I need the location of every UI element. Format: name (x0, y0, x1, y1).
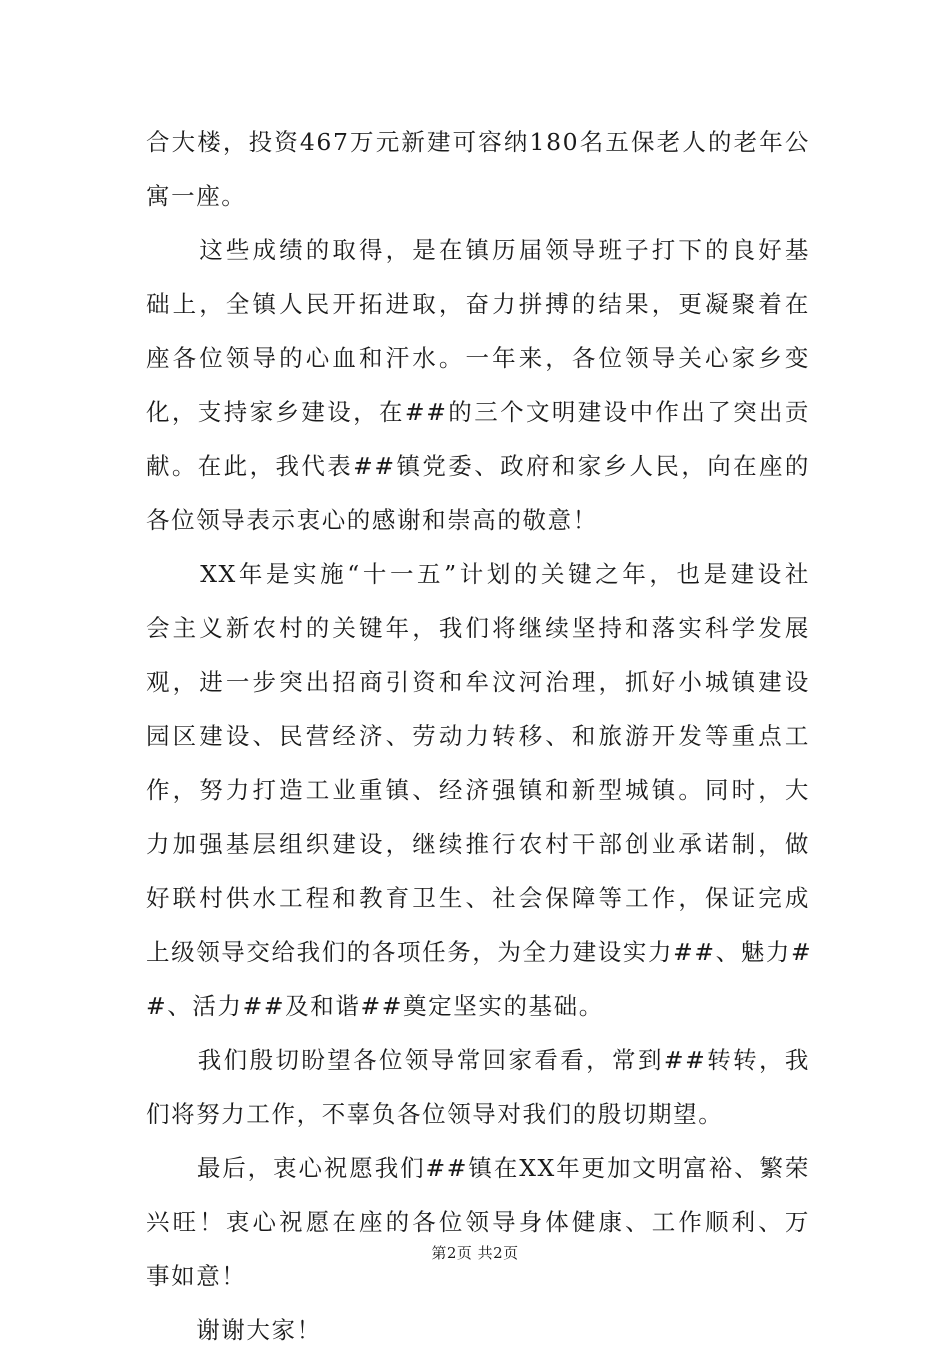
text-line: 各位领导表示衷心的感谢和崇高的敬意！ (146, 506, 598, 534)
text-line: 合大楼，投资467万元新建可容纳180名五保老人的老年公 (146, 128, 810, 156)
text-line: 谢谢大家！ (146, 1316, 322, 1344)
text-line: 事如意！ (146, 1262, 247, 1290)
page-footer: 第2页 共2页 (431, 1244, 519, 1262)
text-line: 这些成绩的取得，是在镇历届领导班子打下的良好基 (146, 236, 810, 264)
text-line: 园区建设、民营经济、劳动力转移、和旅游开发等重点工 (146, 722, 810, 750)
text-line: 们将努力工作，不辜负各位领导对我们的殷切期望。 (146, 1100, 724, 1128)
text-line: 好联村供水工程和教育卫生、社会保障等工作，保证完成 (146, 884, 810, 912)
text-line: 会主义新农村的关键年，我们将继续坚持和落实科学发展 (146, 614, 810, 642)
text-line: 兴旺！衷心祝愿在座的各位领导身体健康、工作顺利、万 (146, 1208, 810, 1236)
text-line: 观，进一步突出招商引资和牟汶河治理，抓好小城镇建设 (146, 668, 810, 696)
text-line: 上级领导交给我们的各项任务，为全力建设实力##、魅力# (146, 938, 813, 966)
text-line: 化，支持家乡建设，在##的三个文明建设中作出了突出贡 (146, 398, 810, 426)
text-line: 我们殷切盼望各位领导常回家看看，常到##转转，我 (146, 1046, 810, 1074)
text-line: 最后，衷心祝愿我们##镇在XX年更加文明富裕、繁荣 (146, 1154, 810, 1182)
document-body (146, 120, 813, 1362)
text-line: 献。在此，我代表##镇党委、政府和家乡人民，向在座的 (146, 452, 810, 480)
text-line: 力加强基层组织建设，继续推行农村干部创业承诺制，做 (146, 830, 810, 858)
text-line: 寓一座。 (146, 182, 247, 210)
text-line: 础上，全镇人民开拓进取，奋力拼搏的结果，更凝聚着在 (146, 290, 810, 318)
text-line: XX年是实施“十一五”计划的关键之年，也是建设社 (146, 560, 810, 588)
text-line: 作，努力打造工业重镇、经济强镇和新型城镇。同时，大 (146, 776, 810, 804)
text-line: 座各位领导的心血和汗水。一年来，各位领导关心家乡变 (146, 344, 810, 372)
text-line: #、活力##及和谐##奠定坚实的基础。 (146, 992, 604, 1020)
